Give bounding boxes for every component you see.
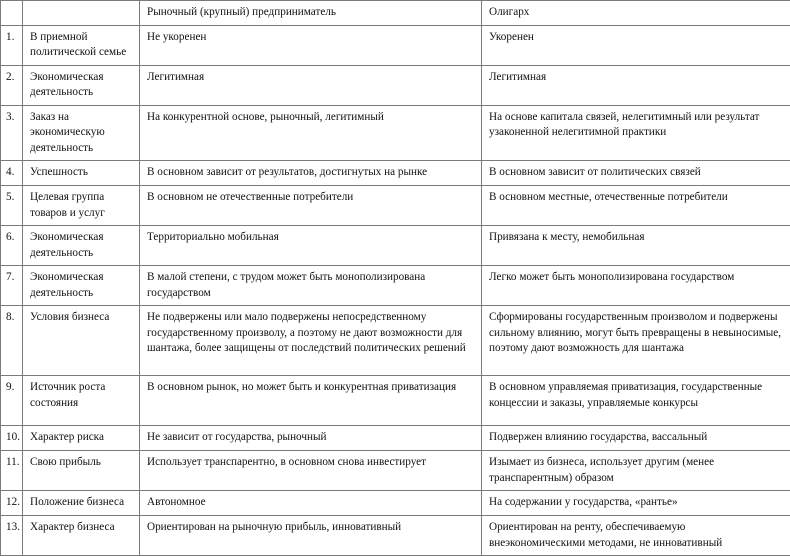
table-row [1, 226, 790, 266]
criterion-cell: Целевая группа товаров и услуг [23, 186, 140, 226]
row-index-cell: 8. [1, 306, 23, 376]
row-index-cell: 1. [1, 25, 23, 65]
row-index-cell: 13. [1, 516, 23, 556]
oligarch-cell: Привязана к месту, немобильная [482, 226, 790, 266]
criterion-cell: Свою прибыль [23, 451, 140, 491]
table-header [1, 1, 790, 26]
criterion-cell: Характер риска [23, 426, 140, 451]
oligarch-cell: Легитимная [482, 65, 790, 105]
table-row [1, 306, 790, 376]
oligarch-cell: На основе капитала связей, нелегитимный или результат узаконенной нелегитимной практики [482, 105, 790, 161]
entrepreneur-cell: Территориально мобильная [140, 226, 482, 266]
row-index-cell: 3. [1, 105, 23, 161]
table-row [1, 186, 790, 226]
table-row [1, 376, 790, 426]
row-index-cell: 2. [1, 65, 23, 105]
row-index-cell: 6. [1, 226, 23, 266]
table-row [1, 161, 790, 186]
criterion-cell: Источник роста состояния [23, 376, 140, 426]
row-index-cell: 11. [1, 451, 23, 491]
criterion-cell: В приемной политической семье [23, 25, 140, 65]
table-row [1, 491, 790, 516]
table-header-row [1, 1, 790, 26]
entrepreneur-cell: Ориентирован на рыночную прибыль, инновативный [140, 516, 482, 556]
header-cell-oligarch: Олигарх [482, 1, 790, 26]
oligarch-cell: Изымает из бизнеса, использует другим (менее транспарентным) образом [482, 451, 790, 491]
row-index-cell: 7. [1, 266, 23, 306]
oligarch-cell: На содержании у государства, «рантье» [482, 491, 790, 516]
row-index-cell: 10. [1, 426, 23, 451]
criterion-cell: Положение бизнеса [23, 491, 140, 516]
entrepreneur-cell: Использует транспарентно, в основном снова инвестирует [140, 451, 482, 491]
entrepreneur-cell: Не подвержены или мало подвержены непосредственному государственному произволу, а поэтому не дают возможности для шантажа, более защищены от последствий политических решений [140, 306, 482, 376]
oligarch-cell: В основном управляемая приватизация, государственные концессии и заказы, управляемые конкурсы [482, 376, 790, 426]
table-row [1, 266, 790, 306]
criterion-cell: Характер бизнеса [23, 516, 140, 556]
oligarch-cell: Легко может быть монополизирована государством [482, 266, 790, 306]
table-row [1, 25, 790, 65]
entrepreneur-cell: Автономное [140, 491, 482, 516]
entrepreneur-cell: В основном рынок, но может быть и конкурентная приватизация [140, 376, 482, 426]
entrepreneur-cell: Не укоренен [140, 25, 482, 65]
table-row [1, 105, 790, 161]
header-cell-index [1, 1, 23, 26]
table-row [1, 451, 790, 491]
header-cell-entrepreneur: Рыночный (крупный) предприниматель [140, 1, 482, 26]
table-body [1, 25, 790, 556]
oligarch-cell: Ориентирован на ренту, обеспечиваемую внеэкономическими методами, не инновативный [482, 516, 790, 556]
table-row [1, 516, 790, 556]
criterion-cell: Экономическая деятельность [23, 226, 140, 266]
table-row [1, 65, 790, 105]
oligarch-cell: Укоренен [482, 25, 790, 65]
row-index-cell: 12. [1, 491, 23, 516]
header-cell-criterion [23, 1, 140, 26]
entrepreneur-cell: Не зависит от государства, рыночный [140, 426, 482, 451]
criterion-cell: Успешность [23, 161, 140, 186]
entrepreneur-cell: В малой степени, с трудом может быть монополизирована государством [140, 266, 482, 306]
table-row [1, 426, 790, 451]
oligarch-cell: В основном зависит от политических связей [482, 161, 790, 186]
criterion-cell: Экономическая деятельность [23, 65, 140, 105]
criterion-cell: Условия бизнеса [23, 306, 140, 376]
row-index-cell: 4. [1, 161, 23, 186]
entrepreneur-cell: В основном зависит от результатов, достигнутых на рынке [140, 161, 482, 186]
oligarch-cell: Сформированы государственным произволом и подвержены сильному влиянию, могут быть превращены в невыносимые, поэтому дают возможность для шантажа [482, 306, 790, 376]
oligarch-cell: В основном местные, отечественные потребители [482, 186, 790, 226]
entrepreneur-cell: В основном не отечественные потребители [140, 186, 482, 226]
entrepreneur-cell: Легитимная [140, 65, 482, 105]
criterion-cell: Заказ на экономическую деятельность [23, 105, 140, 161]
oligarch-cell: Подвержен влиянию государства, вассальный [482, 426, 790, 451]
entrepreneur-cell: На конкурентной основе, рыночный, легитимный [140, 105, 482, 161]
row-index-cell: 9. [1, 376, 23, 426]
row-index-cell: 5. [1, 186, 23, 226]
criterion-cell: Экономическая деятельность [23, 266, 140, 306]
